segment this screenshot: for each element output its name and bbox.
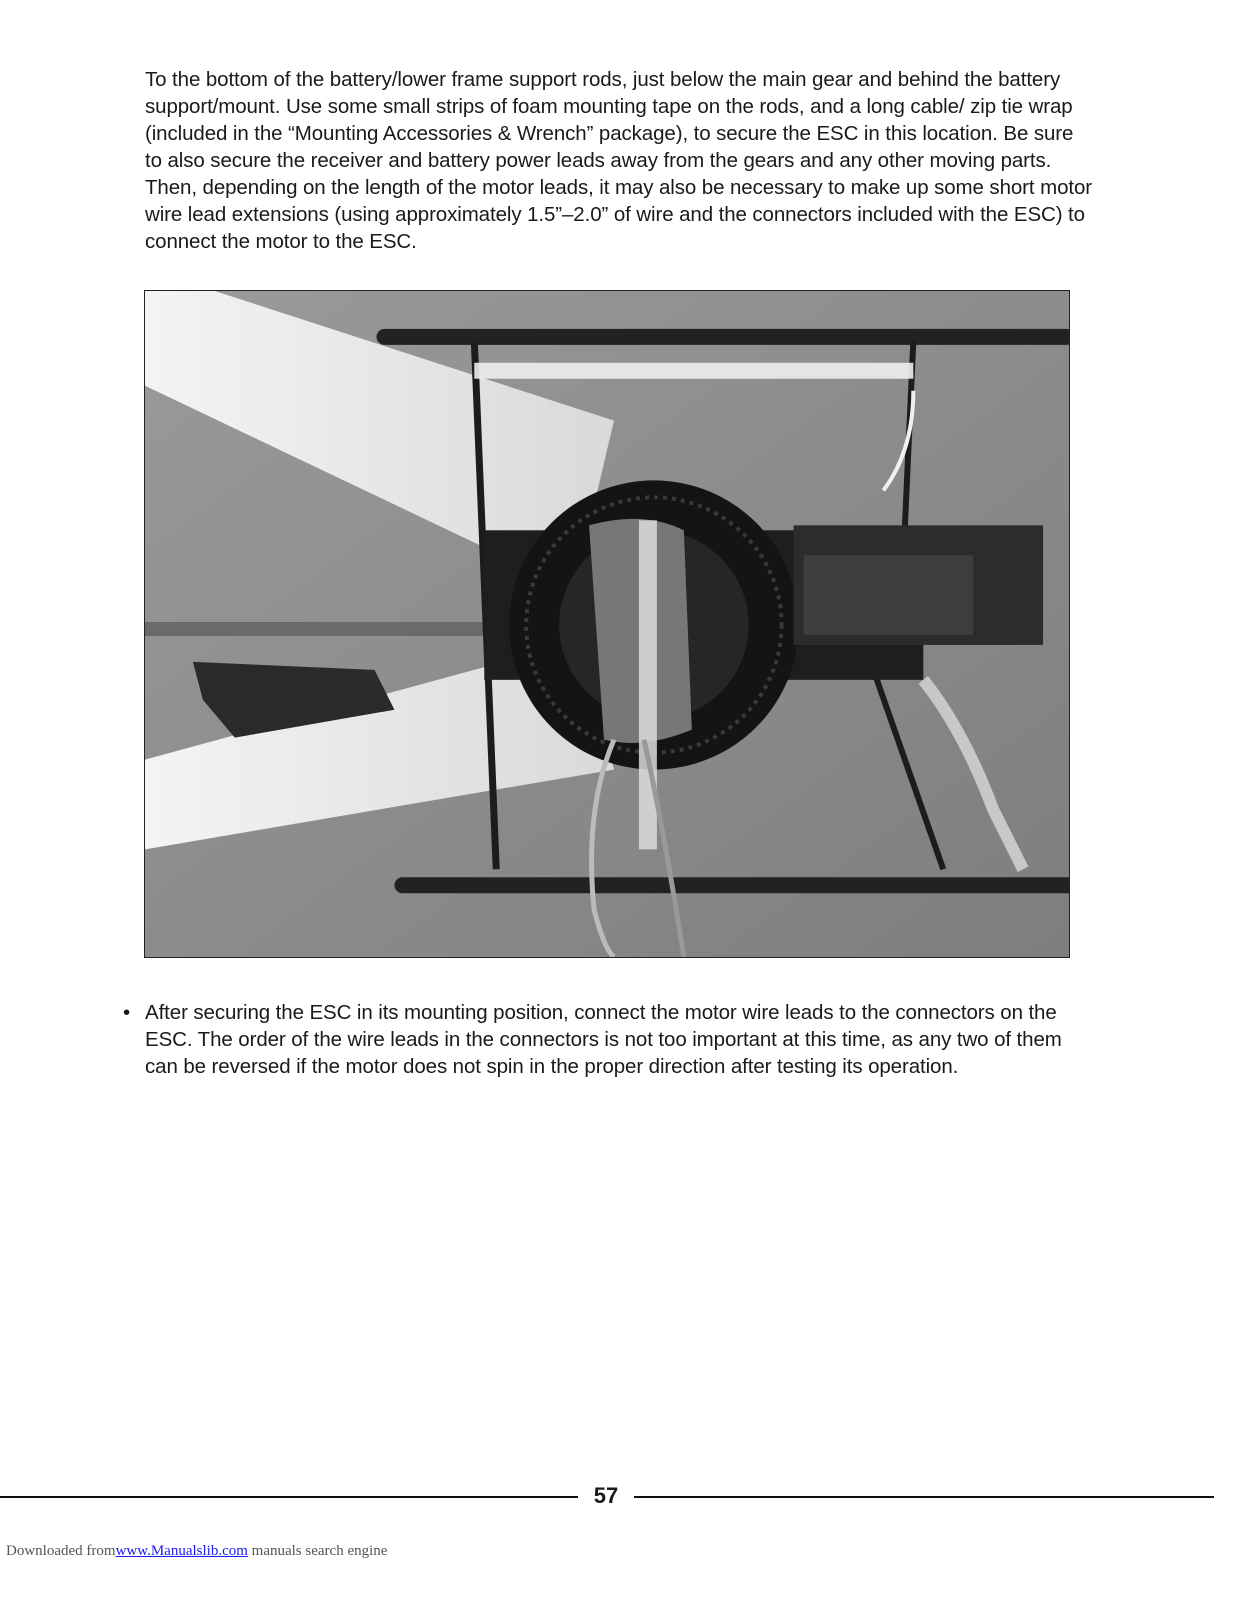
bullet-paragraph: After securing the ESC in its mounting position, connect the motor wire leads to the connectors on the ESC. The order of the wire leads in the connectors is not too important at this time, as any two of them can be reversed if the motor does not spin in the proper direction after testing its operation. [145,1001,1062,1078]
intro-paragraph: To the bottom of the battery/lower frame support rods, just below the main gear and behind the battery support/mount. Use some small strips of foam mounting tape on the rods, and a long cable/ zip tie wrap (included in the “Mounting Accessories & Wrench” package), to secure the ESC in this location. Be sure to also secure the receiver and battery power leads away from the gears and any other moving parts. Then, depending on the length of the motor leads, it may also be necessary to make up some short motor wire lead extensions (using approximately 1.5”–2.0” of wire and the connectors included with the ESC) to connect the motor to the ESC. [145,68,1093,253]
bullet-marker: • [123,1001,131,1024]
page-number: 57 [593,1483,619,1508]
download-suffix: manuals search engine [247,1543,388,1559]
skid-bottom [394,877,1069,893]
skid-top [376,329,1069,345]
manualslib-link[interactable]: www.Manualslib.com [115,1543,248,1559]
velcro-strip [804,555,974,635]
tail-boom [145,622,524,636]
photo-illustration [145,291,1069,957]
footer-rule-left [0,1496,578,1498]
download-prefix: Downloaded from [6,1543,116,1559]
helicopter-esc-photo [144,290,1070,958]
download-attribution [6,1541,387,1561]
zip-tie-strap [474,363,913,379]
footer-rule-right [634,1496,1214,1498]
bullet-item [120,999,1100,1080]
